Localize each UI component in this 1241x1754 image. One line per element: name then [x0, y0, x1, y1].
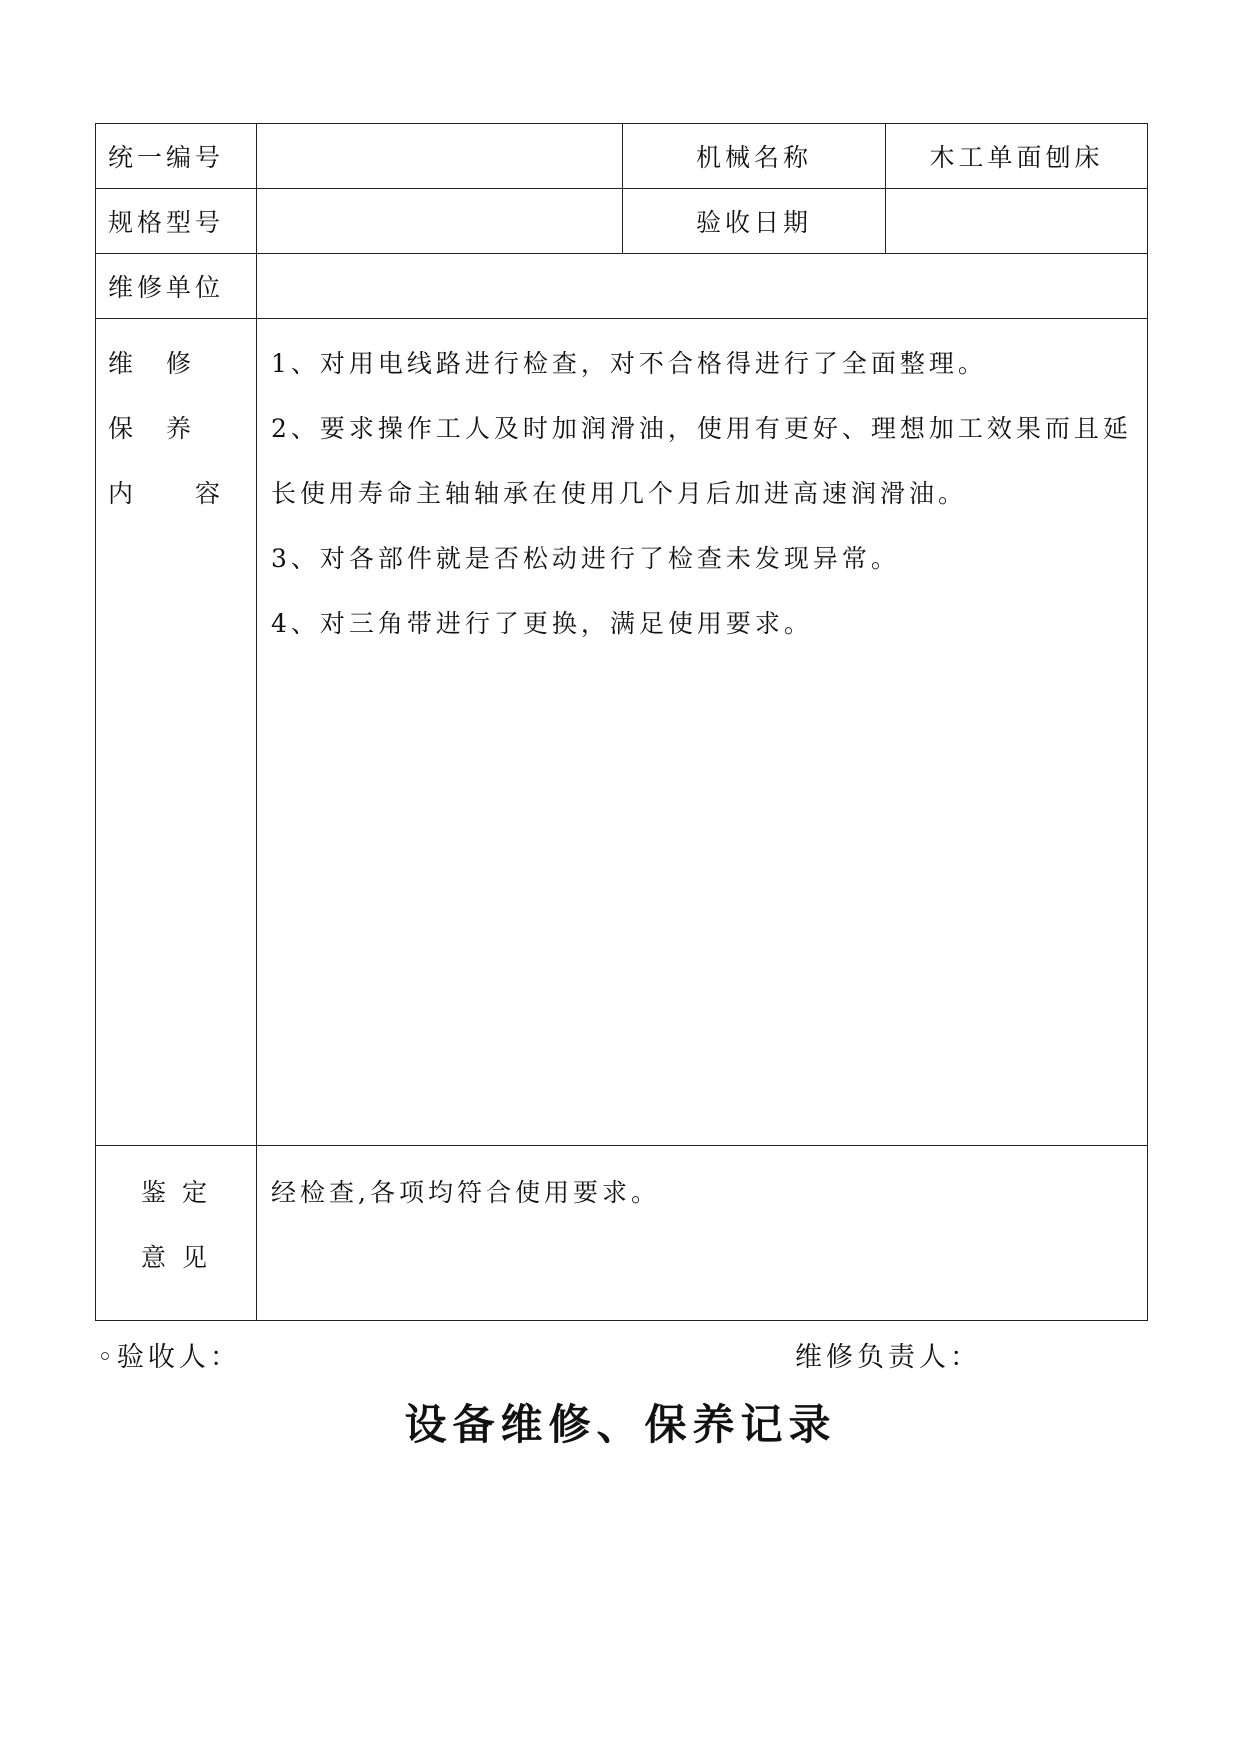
opinion-text: 经检查,各项均符合使用要求。: [271, 1178, 660, 1207]
label-line: 意 见: [141, 1243, 211, 1272]
row-maintenance-content: [96, 319, 1148, 1146]
value-machine-name: 木工单面刨床: [886, 124, 1148, 189]
label-acceptance-date: 验收日期: [623, 189, 886, 254]
maintenance-content-body: [257, 319, 1148, 1146]
content-line: 3、对各部件就是否松动进行了检查未发现异常。: [271, 544, 900, 573]
value-spec-model: [257, 189, 623, 254]
row-unified-number: [96, 124, 1148, 189]
label-maintenance-content: [96, 319, 257, 1146]
label-repair-unit: 维修单位: [96, 254, 257, 319]
row-opinion: [96, 1146, 1148, 1321]
row-spec-model: [96, 189, 1148, 254]
label-line: 鉴 定: [141, 1178, 211, 1207]
content-line: 1、对用电线路进行检查，对不合格得进行了全面整理。: [271, 349, 987, 378]
acceptor-label: ◦验收人：: [97, 1342, 241, 1373]
label-machine-name: 机械名称: [623, 124, 886, 189]
repair-owner-label: 维修负责人：: [795, 1342, 981, 1373]
value-unified-number: [257, 124, 623, 189]
label-unified-number: 统一编号: [96, 124, 257, 189]
label-line: 内 容: [108, 479, 225, 508]
value-repair-unit: [257, 254, 1148, 319]
content-line: 4、对三角带进行了更换，满足使用要求。: [271, 609, 813, 638]
page-title: 设备维修、保养记录: [404, 1400, 837, 1449]
maintenance-record-table: [95, 123, 1148, 1321]
label-opinion: [96, 1146, 257, 1321]
opinion-body: [257, 1146, 1148, 1321]
content-line: 长使用寿命主轴轴承在使用几个月后加进高速润滑油。: [271, 479, 968, 508]
content-line: 2、要求操作工人及时加润滑油，使用有更好、理想加工效果而且延: [271, 414, 1132, 443]
label-line: 维 修: [108, 349, 196, 378]
row-repair-unit: [96, 254, 1148, 319]
label-line: 保 养: [108, 414, 196, 443]
value-acceptance-date: [886, 189, 1148, 254]
label-spec-model: 规格型号: [96, 189, 257, 254]
